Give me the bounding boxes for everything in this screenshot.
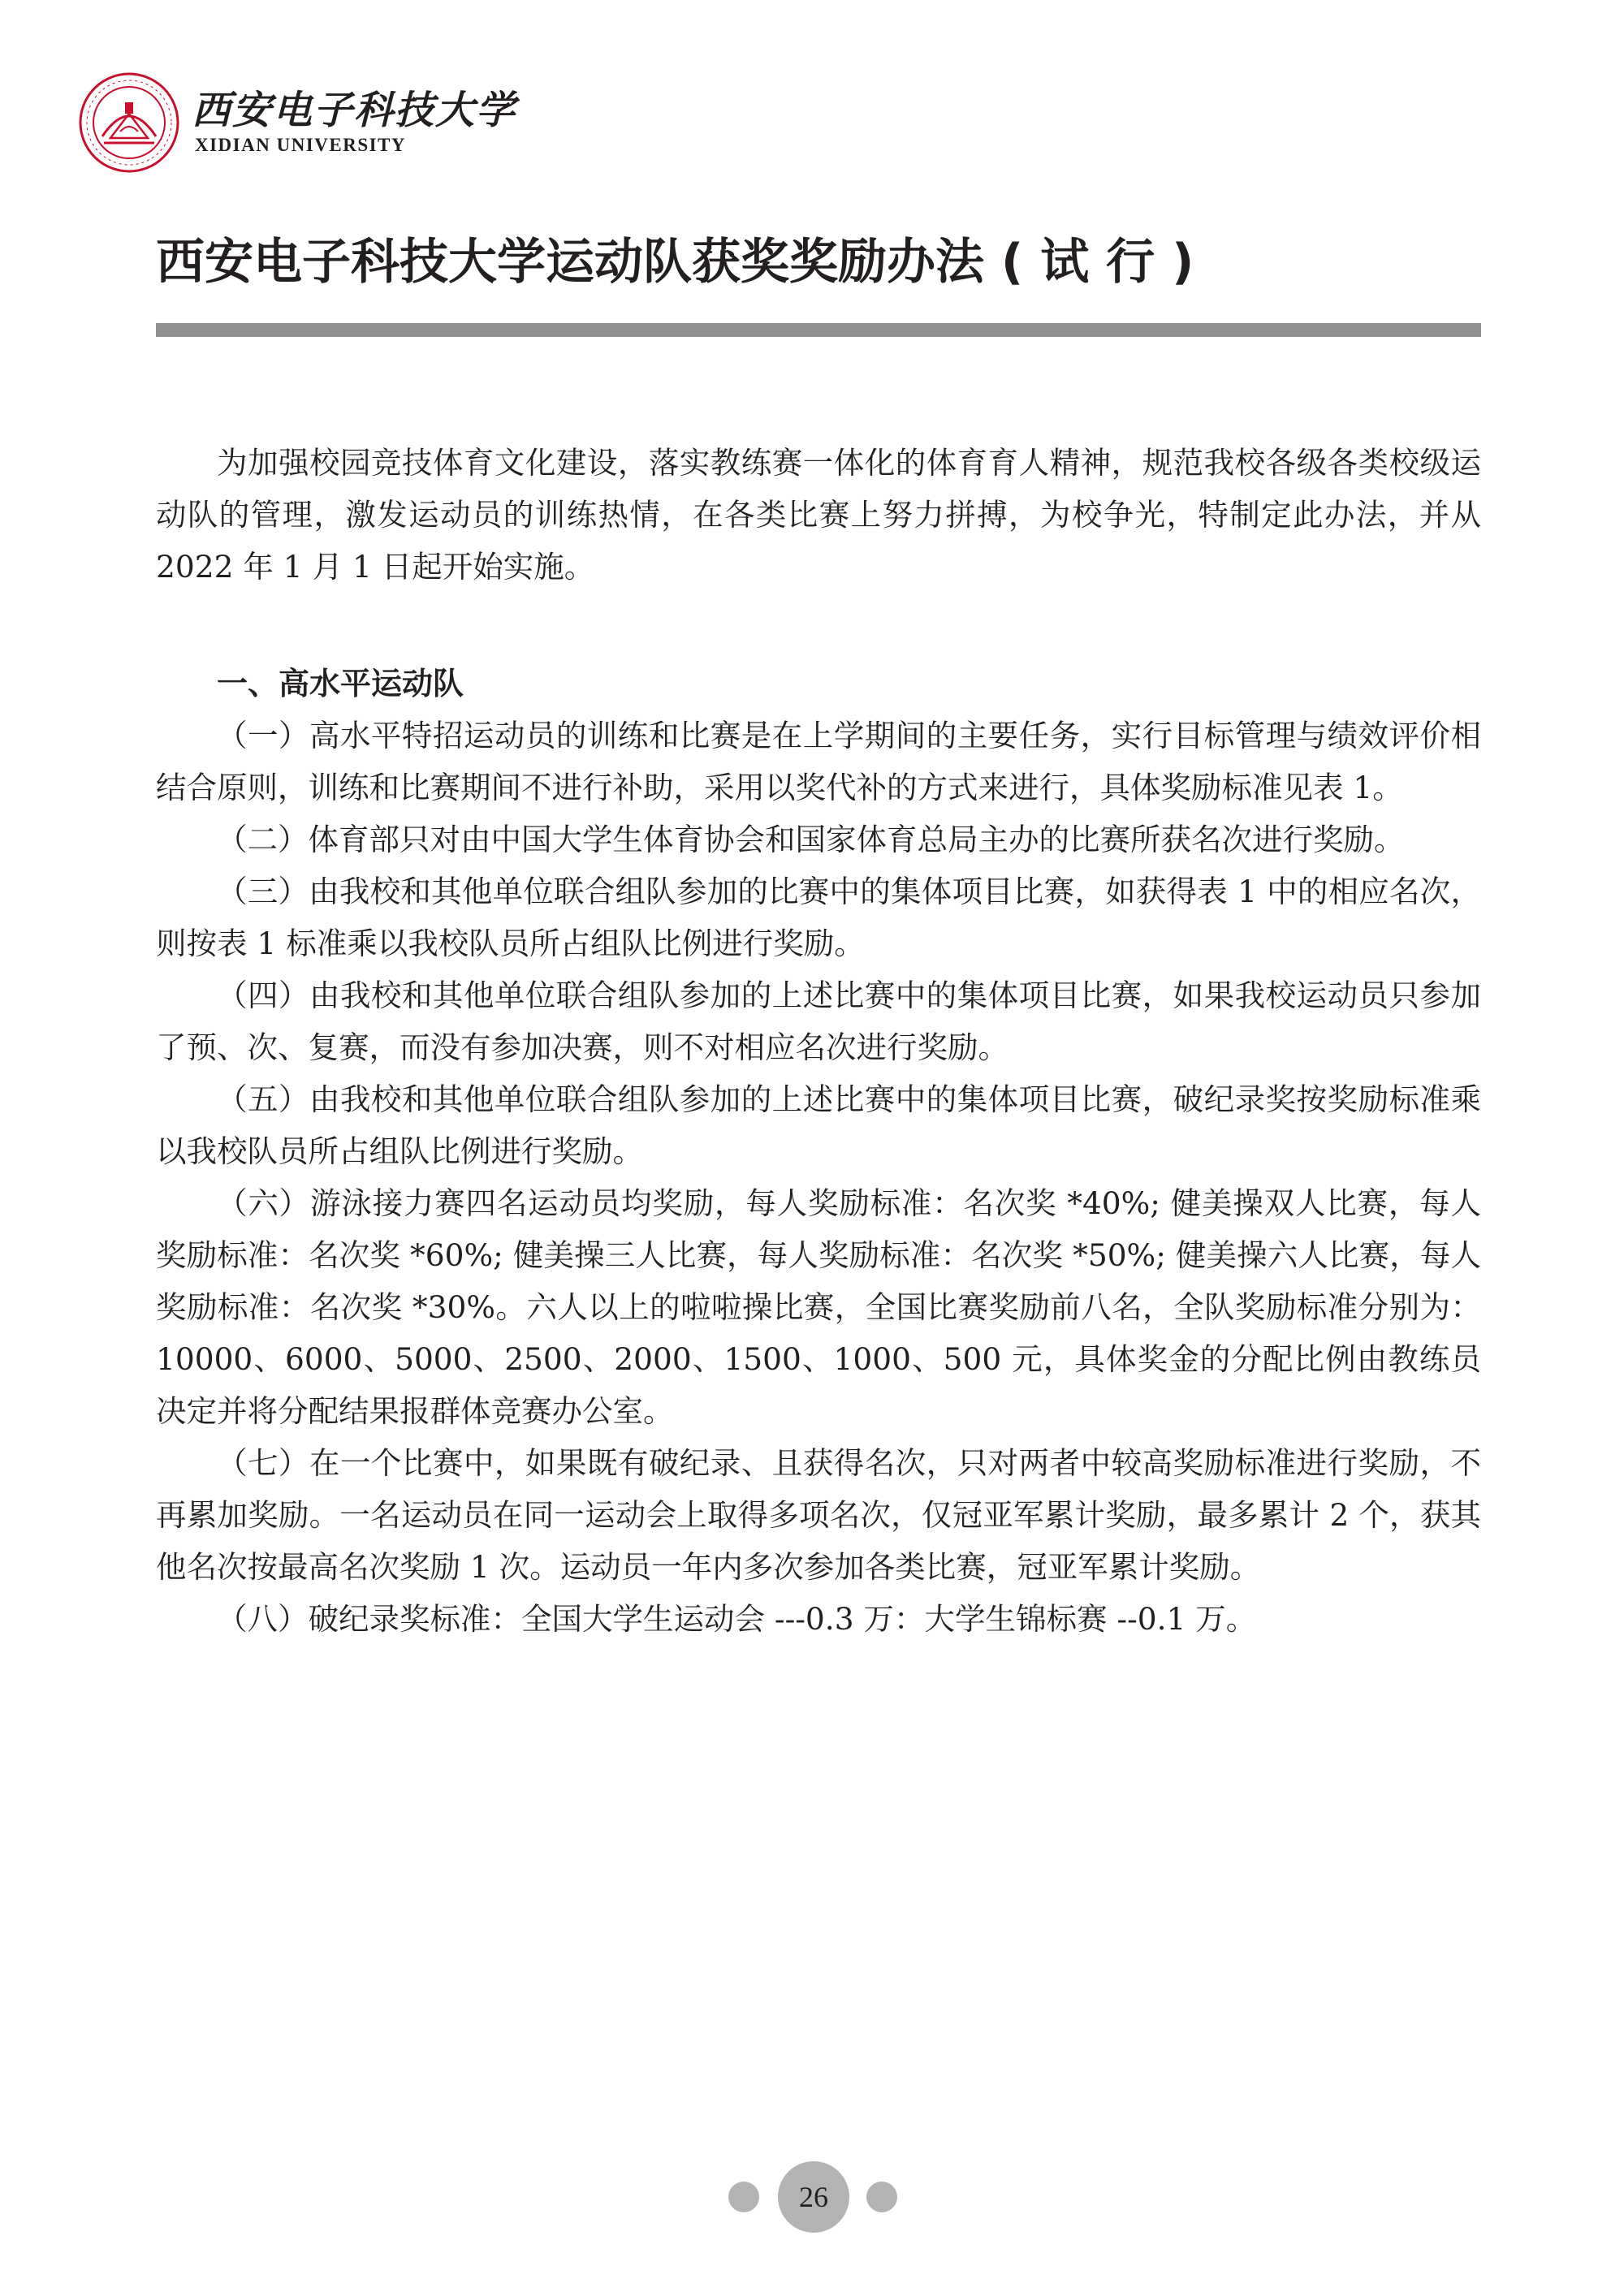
logo-text	[192, 88, 516, 158]
clause-3: （三）由我校和其他单位联合组队参加的比赛中的集体项目比赛，如获得表 1 中的相应名次，则按表 1 标准乘以我校队员所占组队比例进行奖励。	[156, 874, 1481, 961]
page-number: 26	[778, 2161, 849, 2233]
title-divider	[156, 323, 1481, 337]
clause-2: （二）体育部只对由中国大学生体育协会和国家体育总局主办的比赛所获名次进行奖励。	[217, 822, 1405, 857]
document-title: 西安电子科技大学运动队获奖奖励办法 ( 试 行 )	[156, 234, 1194, 291]
page-footer	[0, 2148, 1624, 2246]
footer-dot-left	[728, 2182, 759, 2212]
intro-paragraph: 为加强校园竞技体育文化建设，落实教练赛一体化的体育育人精神，规范我校各级各类校级运动队的管理，激发运动员的训练热情，在各类比赛上努力拼搏，为校争光，特制定此办法，并从 2022 年 1 月 1 日起开始实施。	[156, 445, 1481, 585]
university-seal-icon	[78, 71, 180, 174]
clause-1: （一）高水平特招运动员的训练和比赛是在上学期间的主要任务，实行目标管理与绩效评价相结合原则，训练和比赛期间不进行补助，采用以奖代补的方式来进行，具体奖励标准见表 1。	[156, 718, 1481, 805]
logo-chinese-name: 西安电子科技大学	[192, 88, 517, 133]
clause-5: （五）由我校和其他单位联合组队参加的上述比赛中的集体项目比赛，破纪录奖按奖励标准乘以我校队员所占组队比例进行奖励。	[156, 1081, 1481, 1169]
document-body	[156, 437, 1481, 1645]
university-logo	[78, 71, 516, 174]
clause-7: （七）在一个比赛中，如果既有破纪录、且获得名次，只对两者中较高奖励标准进行奖励，不再累加奖励。一名运动员在同一运动会上取得多项名次，仅冠亚军累计奖励，最多累计 2 个，获其他名次按最高名次奖励 1 次。运动员一年内多次参加各类比赛，冠亚军累计奖励。	[156, 1445, 1481, 1585]
clause-4: （四）由我校和其他单位联合组队参加的上述比赛中的集体项目比赛，如果我校运动员只参加了预、次、复赛，而没有参加决赛，则不对相应名次进行奖励。	[156, 978, 1481, 1065]
logo-english-name: XIDIAN UNIVERSITY	[195, 135, 407, 155]
section-heading: 一、高水平运动队	[217, 666, 464, 701]
clause-8: （八）破纪录奖标准：全国大学生运动会 ---0.3 万：大学生锦标赛 --0.1 万。	[217, 1601, 1257, 1637]
clause-6: （六）游泳接力赛四名运动员均奖励，每人奖励标准：名次奖 *40%; 健美操双人比赛，每人奖励标准：名次奖 *60%; 健美操三人比赛，每人奖励标准：名次奖 *50%; 健美操六人比赛，每人奖励标准：名次奖 *30%。六人以上的啦啦操比赛，全国比赛奖励前八名，全队奖励标准分别为：10000、6000、5000、2500、2000、1500、1000、500 元，具体奖金的分配比例由教练员决定并将分配结果报群体竞赛办公室。	[156, 1185, 1481, 1429]
footer-dot-right	[866, 2182, 897, 2212]
